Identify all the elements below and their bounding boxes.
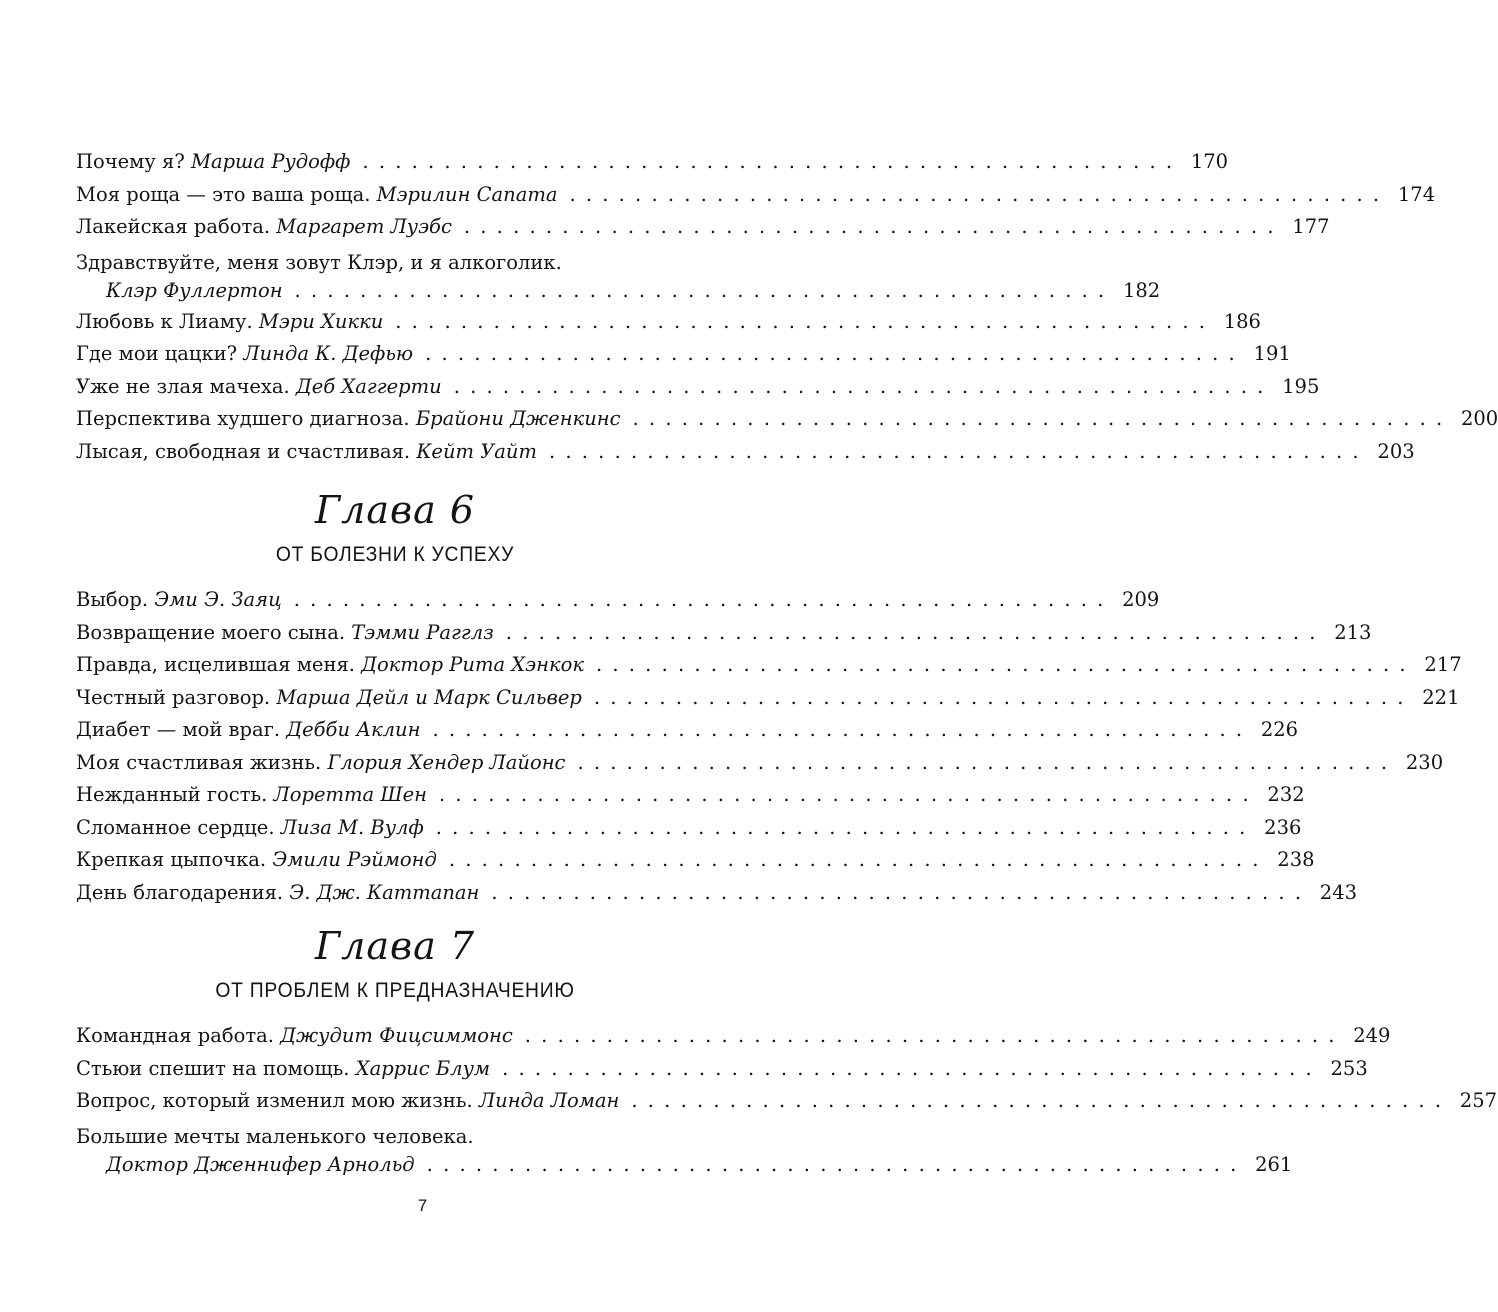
entry-page: 170 <box>1190 150 1229 173</box>
entry-title: Нежданный гость. <box>76 783 268 806</box>
chapter-subtitle: ОТ БОЛЕЗНИ К УСПЕХУ <box>275 543 515 566</box>
toc-entry <box>76 436 1415 469</box>
entry-title: Большие мечты маленького человека. <box>76 1124 474 1148</box>
entry-author: Дебби Аклин <box>286 718 421 741</box>
entry-page: 177 <box>1292 215 1330 238</box>
leader-dots: . . . . . . . . . . . . . . . . . . . . . . . . . . . . . . . . . . . . . . . . . . . . . . . . . . <box>426 1152 1239 1176</box>
entry-author: Джудит Фицсиммонс <box>280 1024 513 1047</box>
entry-title: Здравствуйте, меня зовут Клэр, и я алкоголик. <box>76 250 562 274</box>
leader-dots: . . . . . . . . . . . . . . . . . . . . . . . . . . . . . . . . . . . . . . . . . . . . . . . . . . <box>448 848 1261 871</box>
entry-page: 243 <box>1319 880 1358 904</box>
entry-author: Эмили Рэймонд <box>272 848 437 871</box>
entry-title: Крепкая цыпочка. <box>76 848 267 871</box>
entry-author: Мэри Хикки <box>258 309 384 333</box>
leader-dots: . . . . . . . . . . . . . . . . . . . . . . . . . . . . . . . . . . . . . . . . . . . . . . . . . . <box>425 342 1237 365</box>
entry-author: Мэрилин Сапата <box>376 182 558 206</box>
entry-author: Маргарет Луэбс <box>276 215 452 238</box>
entry-page: 200 <box>1460 407 1498 430</box>
chapter-6-section <box>76 486 1462 909</box>
chapter-title: Глава 7 <box>314 924 476 968</box>
entry-author: Линда Ломан <box>478 1089 620 1112</box>
leader-dots: . . . . . . . . . . . . . . . . . . . . . . . . . . . . . . . . . . . . . . . . . . . . . . . . . . <box>548 439 1361 463</box>
entry-title: Моя роща — это ваша роща. <box>76 182 371 206</box>
entry-page: 182 <box>1122 278 1161 302</box>
leader-dots: . . . . . . . . . . . . . . . . . . . . . . . . . . . . . . . . . . . . . . . . . . . . . . . . . . <box>293 588 1106 611</box>
entry-author: Линда К. Дефью <box>243 342 414 365</box>
toc-entry <box>76 1020 1391 1053</box>
leader-dots: . . . . . . . . . . . . . . . . . . . . . . . . . . . . . . . . . . . . . . . . . . . . . . . . . . <box>491 880 1304 904</box>
entry-title: Стьюи спешит на помощь. <box>76 1056 350 1080</box>
entry-page: 257 <box>1459 1089 1498 1112</box>
leader-dots: . . . . . . . . . . . . . . . . . . . . . . . . . . . . . . . . . . . . . . . . . . . . . . . . . . <box>453 374 1266 398</box>
entry-title: Выбор. <box>76 588 149 611</box>
toc-entry <box>76 844 1315 877</box>
chapter-entries <box>76 1020 1498 1180</box>
entry-author: Лоретта Шен <box>273 783 427 806</box>
entry-author: Эми Э. Заяц <box>154 588 282 611</box>
entry-page: 174 <box>1397 182 1436 206</box>
entry-author: Лиза М. Вулф <box>280 815 424 839</box>
entry-page: 221 <box>1422 685 1460 709</box>
entry-author: Деб Хаггерти <box>295 374 442 398</box>
toc-entry <box>76 371 1320 404</box>
toc-entry <box>76 812 1302 845</box>
leader-dots: . . . . . . . . . . . . . . . . . . . . . . . . . . . . . . . . . . . . . . . . . . . . . . . . . . <box>577 750 1390 774</box>
leader-dots: . . . . . . . . . . . . . . . . . . . . . . . . . . . . . . . . . . . . . . . . . . . . . . . . . . <box>395 309 1207 333</box>
entry-title: Почему я? <box>76 150 185 173</box>
entry-author: Глория Хендер Лайонс <box>327 750 566 774</box>
toc-entry <box>76 146 1229 179</box>
entry-title: Сломанное сердце. <box>76 815 275 839</box>
entry-page: 213 <box>1334 620 1372 644</box>
leader-dots: . . . . . . . . . . . . . . . . . . . . . . . . . . . . . . . . . . . . . . . . . . . . . . . . . . <box>502 1056 1314 1080</box>
entry-author: Марша Рудофф <box>190 150 351 173</box>
leader-dots: . . . . . . . . . . . . . . . . . . . . . . . . . . . . . . . . . . . . . . . . . . . . . . . . . . <box>631 1089 1444 1112</box>
toc-entry <box>76 403 1498 436</box>
entry-page: 186 <box>1223 309 1261 333</box>
leader-dots: . . . . . . . . . . . . . . . . . . . . . . . . . . . . . . . . . . . . . . . . . . . . . . . . . . <box>524 1024 1337 1047</box>
toc-entry <box>76 779 1305 812</box>
page-number: 7 <box>417 1196 428 1215</box>
entry-page: 209 <box>1122 588 1160 611</box>
entry-page: 203 <box>1377 439 1415 463</box>
entry-author: Доктор Дженнифер Арнольд <box>106 1152 415 1176</box>
toc-entry <box>76 1124 1293 1180</box>
entry-title: День благодарения. <box>76 880 284 904</box>
toc-entry <box>76 1053 1368 1086</box>
entry-title: Моя счастливая жизнь. <box>76 750 322 774</box>
entry-page: 238 <box>1277 848 1315 871</box>
toc-entry <box>76 584 1160 617</box>
toc-entry <box>76 617 1372 650</box>
entry-author: Э. Дж. Каттапан <box>289 880 480 904</box>
entry-author: Тэмми Рагглз <box>351 620 494 644</box>
leader-dots: . . . . . . . . . . . . . . . . . . . . . . . . . . . . . . . . . . . . . . . . . . . . . . . . . . <box>439 783 1251 806</box>
entry-page: 230 <box>1405 750 1444 774</box>
entry-title: Возвращение моего сына. <box>76 620 346 644</box>
entry-author: Доктор Рита Хэнкок <box>361 653 584 676</box>
entry-title: Любовь к Лиаму. <box>76 309 253 333</box>
chapter-subtitle: ОТ ПРОБЛЕМ К ПРЕДНАЗНАЧЕНИЮ <box>215 979 575 1002</box>
entry-title: Вопрос, который изменил мою жизнь. <box>76 1089 473 1112</box>
entry-title: Честный разговор. <box>76 685 271 709</box>
toc-entry <box>76 747 1444 780</box>
leader-dots: . . . . . . . . . . . . . . . . . . . . . . . . . . . . . . . . . . . . . . . . . . . . . . . . . . <box>593 685 1406 709</box>
toc-entry <box>76 682 1460 715</box>
leader-dots: . . . . . . . . . . . . . . . . . . . . . . . . . . . . . . . . . . . . . . . . . . . . . . . . . . <box>294 278 1107 302</box>
entry-author: Марша Дейл и Марк Сильвер <box>276 685 582 709</box>
toc-entry <box>76 338 1291 371</box>
entry-page: 195 <box>1282 374 1320 398</box>
entry-author: Кейт Уайт <box>416 439 537 463</box>
entry-author: Брайони Дженкинс <box>415 407 621 430</box>
entry-page: 249 <box>1353 1024 1391 1047</box>
entry-page: 261 <box>1255 1152 1293 1176</box>
entry-page: 232 <box>1267 783 1305 806</box>
chapter-title: Глава 6 <box>314 488 476 532</box>
toc-entry <box>76 714 1299 747</box>
toc-entry <box>76 306 1261 339</box>
leader-dots: . . . . . . . . . . . . . . . . . . . . . . . . . . . . . . . . . . . . . . . . . . . . . . . . . . <box>435 815 1248 839</box>
toc-top-list <box>76 146 1498 468</box>
toc-entry <box>76 211 1330 244</box>
chapter-7-section <box>76 922 1498 1180</box>
toc-entry <box>76 1085 1498 1118</box>
leader-dots: . . . . . . . . . . . . . . . . . . . . . . . . . . . . . . . . . . . . . . . . . . . . . . . . . . <box>569 182 1382 206</box>
leader-dots: . . . . . . . . . . . . . . . . . . . . . . . . . . . . . . . . . . . . . . . . . . . . . . . . . . <box>362 150 1175 173</box>
entry-title: Лакейская работа. <box>76 215 271 238</box>
entry-title: Командная работа. <box>76 1024 274 1047</box>
toc-entry <box>76 179 1436 212</box>
entry-author: Харрис Блум <box>355 1056 491 1080</box>
entry-title: Правда, исцелившая меня. <box>76 653 355 676</box>
entry-title: Лысая, свободная и счастливая. <box>76 439 411 463</box>
leader-dots: . . . . . . . . . . . . . . . . . . . . . . . . . . . . . . . . . . . . . . . . . . . . . . . . . . <box>505 620 1318 644</box>
entry-page: 217 <box>1424 653 1462 676</box>
leader-dots: . . . . . . . . . . . . . . . . . . . . . . . . . . . . . . . . . . . . . . . . . . . . . . . . . . <box>432 718 1245 741</box>
entry-page: 236 <box>1264 815 1302 839</box>
chapter-entries <box>76 584 1462 909</box>
entry-title: Диабет — мой враг. <box>76 718 281 741</box>
toc-entry <box>76 250 1161 306</box>
entry-title: Уже не злая мачеха. <box>76 374 290 398</box>
entry-author: Клэр Фуллертон <box>106 278 283 302</box>
toc-entry <box>76 877 1358 910</box>
leader-dots: . . . . . . . . . . . . . . . . . . . . . . . . . . . . . . . . . . . . . . . . . . . . . . . . . . <box>463 215 1276 238</box>
entry-title: Перспектива худшего диагноза. <box>76 407 410 430</box>
entry-page: 191 <box>1253 342 1291 365</box>
entry-page: 226 <box>1260 718 1299 741</box>
entry-page: 253 <box>1330 1056 1368 1080</box>
toc-entry <box>76 649 1462 682</box>
entry-title: Где мои цацки? <box>76 342 238 365</box>
leader-dots: . . . . . . . . . . . . . . . . . . . . . . . . . . . . . . . . . . . . . . . . . . . . . . . . . . <box>595 653 1408 676</box>
leader-dots: . . . . . . . . . . . . . . . . . . . . . . . . . . . . . . . . . . . . . . . . . . . . . . . . . . <box>632 407 1445 430</box>
